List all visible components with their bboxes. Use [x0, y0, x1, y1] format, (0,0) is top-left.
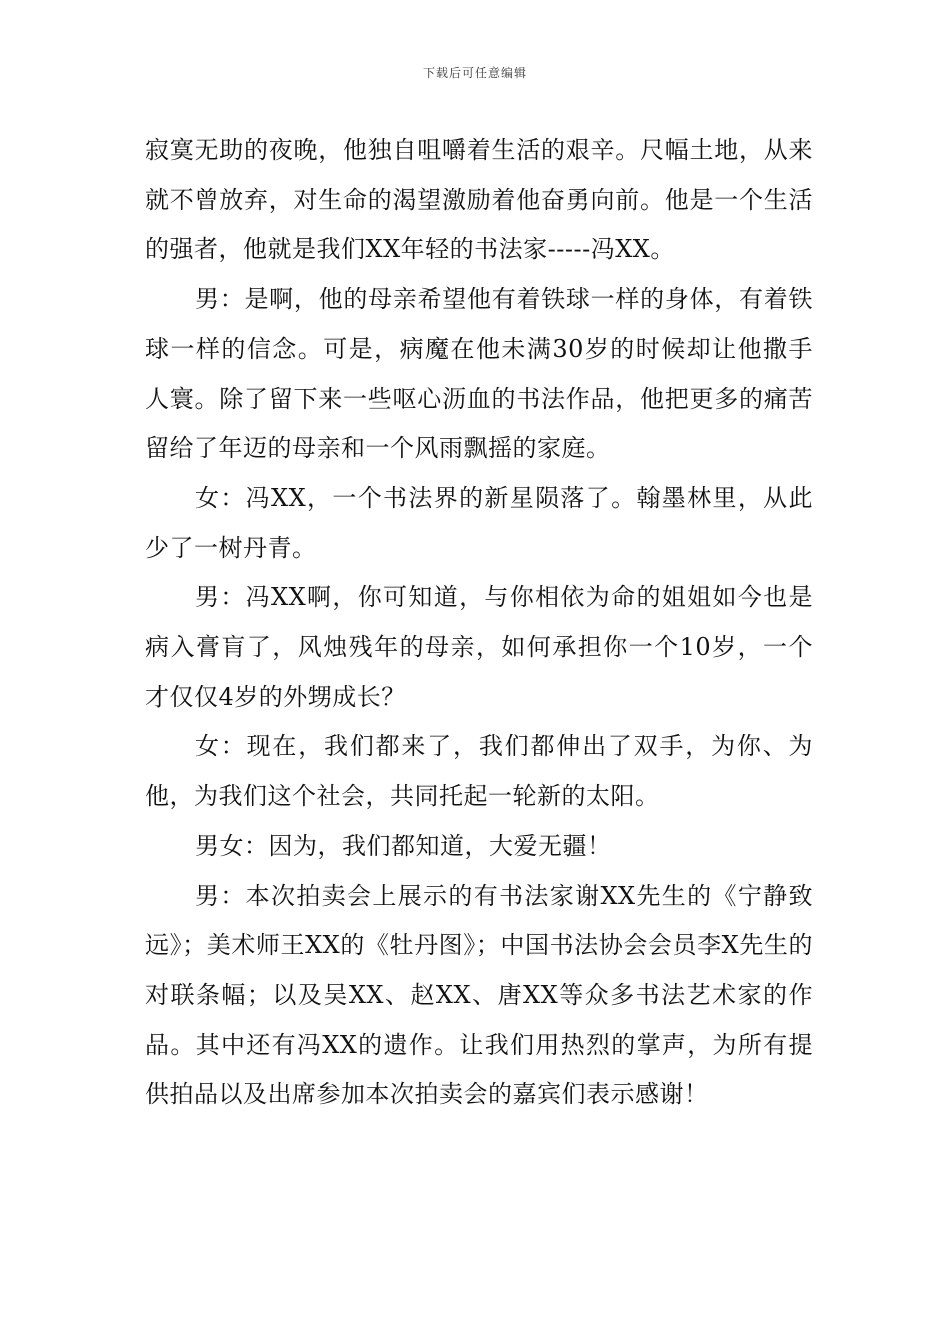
paragraph-5: 女：现在，我们都来了，我们都伸出了双手，为你、为他，为我们这个社会，共同托起一轮新的太阳。 — [145, 732, 813, 811]
paragraph-7: 男：本次拍卖会上展示的有书法家谢XX先生的《宁静致远》；美术师王XX的《牡丹图》；中国书法协会会员李X先生的对联条幅；以及吴XX、赵XX、唐XX等众多书法艺术家的作品。其中还有冯XX的遗作。让我们用热烈的掌声，为所有提供拍品以及出席参加本次拍卖会的嘉宾们表示感谢！ — [145, 881, 813, 1109]
paragraph-3: 女：冯XX，一个书法界的新星陨落了。翰墨林里，从此少了一树丹青。 — [145, 483, 813, 562]
page-header: 下载后可任意编辑 — [422, 66, 527, 80]
paragraph-6: 男女：因为，我们都知道，大爱无疆！ — [195, 831, 612, 860]
paragraph-2: 男：是啊，他的母亲希望他有着铁球一样的身体，有着铁球一样的信念。可是，病魔在他未满30岁的时候却让他撒手人寰。除了留下来一些呕心沥血的书法作品，他把更多的痛苦留给了年迈的母亲和一个风雨飘摇的家庭。 — [145, 285, 813, 463]
paragraph-1: 寂寞无助的夜晚，他独自咀嚼着生活的艰辛。尺幅土地，从来就不曾放弃，对生命的渴望激励着他奋勇向前。他是一个生活的强者，他就是我们XX年轻的书法家-----冯XX。 — [145, 136, 813, 264]
paragraph-4: 男：冯XX啊，你可知道，与你相依为命的姐姐如今也是病入膏肓了，风烛残年的母亲，如何承担你一个10岁，一个才仅仅4岁的外甥成长？ — [145, 583, 813, 711]
document-body — [145, 126, 813, 1120]
